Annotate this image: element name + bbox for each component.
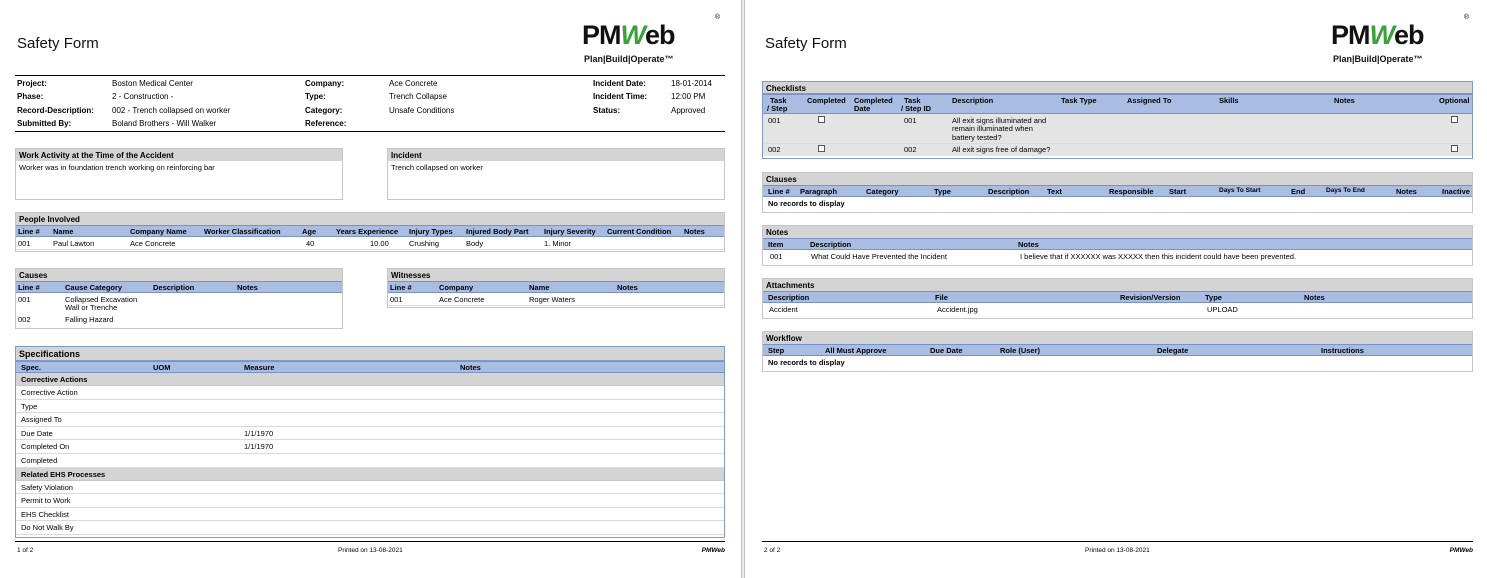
- empty-message: No records to display: [768, 358, 845, 367]
- incident-text: Trench collapsed on worker: [391, 163, 483, 172]
- section-title: Specifications: [16, 347, 724, 361]
- section-title: Clauses: [763, 173, 1472, 185]
- table-row: 002 002 All exit signs free of damage?: [763, 144, 1472, 156]
- completed-checkbox[interactable]: [818, 116, 825, 123]
- page-number: 1 of 2: [17, 547, 34, 554]
- footer-brand: PMWeb: [1449, 547, 1473, 554]
- section-title: Witnesses: [388, 269, 724, 281]
- spec-row: Type: [16, 400, 724, 414]
- spec-row: Due Date 1/1/1970: [16, 427, 724, 441]
- phase-value: 2 - Construction -: [112, 92, 174, 101]
- section-title: Workflow: [763, 332, 1472, 344]
- table-row: 002 Falling Hazard: [18, 315, 114, 324]
- printed-date: Printed on 13-08-2021: [338, 547, 403, 554]
- attachments-section: [762, 278, 1473, 319]
- status-value: Approved: [671, 106, 706, 115]
- specifications-section: [15, 346, 725, 538]
- section-title: People Involved: [16, 213, 724, 225]
- project-value: Boston Medical Center: [112, 79, 193, 88]
- spec-row: Permit to Work: [16, 494, 724, 508]
- notes-column-header: Item Description Notes: [763, 238, 1472, 250]
- witnesses-column-header: Line # Company Name Notes: [388, 281, 724, 293]
- completed-checkbox[interactable]: [818, 145, 825, 152]
- category-value: Unsafe Conditions: [389, 106, 455, 115]
- witnesses-section: [387, 268, 725, 308]
- attachment-file-link[interactable]: Accident.jpg: [937, 305, 978, 314]
- work-activity-text: Worker was in foundation trench working on reinforcing bar: [19, 163, 215, 172]
- incident-date-value: 18-01-2014: [671, 79, 712, 88]
- section-title: Work Activity at the Time of the Accident: [16, 149, 342, 161]
- table-row: Accident Accident.jpg UPLOAD: [769, 305, 1238, 314]
- table-row: 001 Paul Lawton Ace Concrete 40 10.00 Crushing Body 1. Minor: [16, 237, 724, 250]
- table-row: 001 Ace Concrete Roger Waters: [388, 293, 724, 306]
- submitted-value: Boland Brothers - Will Walker: [112, 119, 217, 128]
- page-footer: [762, 541, 1473, 555]
- related-ehs-header: Related EHS Processes: [16, 468, 724, 481]
- page-number: 2 of 2: [764, 547, 781, 554]
- spec-row: Completed: [16, 454, 724, 468]
- spec-row: Completed On 1/1/1970: [16, 440, 724, 454]
- table-row: 001 What Could Have Prevented the Incident I believe that if XXXXXX was XXXXX then this incident could have been prevented.: [770, 252, 1297, 261]
- spec-row: Do Not Walk By: [16, 521, 724, 535]
- pmweb-logo: PMWeb ® Plan|Build|Operate™: [1331, 14, 1469, 64]
- spec-row: Safety Violation: [16, 481, 724, 495]
- work-activity-section: [15, 148, 343, 200]
- report-page-2: [744, 0, 1487, 578]
- section-title: Checklists: [763, 82, 1472, 94]
- pmweb-logo: PMWeb ® Plan|Build|Operate™: [582, 14, 720, 64]
- footer-brand: PMWeb: [701, 547, 725, 554]
- section-title: Incident: [388, 149, 724, 161]
- incident-section: [387, 148, 725, 200]
- section-title: Causes: [16, 269, 342, 281]
- workflow-column-header: Step All Must Approve Due Date Role (User) Delegate Instructions: [763, 344, 1472, 356]
- company-value: Ace Concrete: [389, 79, 438, 88]
- workflow-section: [762, 331, 1473, 372]
- page-title: Safety Form: [765, 35, 847, 52]
- clauses-column-header: Line # Paragraph Category Type Description Text Responsible Start Days To Start End Days To End Notes Inactive: [763, 185, 1472, 197]
- specifications-column-header: Spec. UOM Measure Notes: [16, 361, 724, 373]
- causes-section: [15, 268, 343, 329]
- causes-column-header: Line # Cause Category Description Notes: [16, 281, 342, 293]
- clauses-section: [762, 172, 1473, 213]
- checklists-section: [762, 81, 1473, 159]
- record-value: 002 - Trench collapsed on worker: [112, 106, 231, 115]
- page-footer: [15, 541, 725, 555]
- people-involved-section: [15, 212, 725, 252]
- type-value: Trench Collapse: [389, 92, 447, 101]
- optional-checkbox[interactable]: [1451, 116, 1458, 123]
- corrective-actions-header: Corrective Actions: [16, 373, 724, 386]
- report-page-1: [0, 0, 742, 578]
- spec-row: EHS Checklist: [16, 508, 724, 522]
- section-title: Attachments: [763, 279, 1472, 291]
- empty-message: No records to display: [768, 199, 845, 208]
- incident-time-value: 12:00 PM: [671, 92, 706, 101]
- spec-row: Corrective Action: [16, 386, 724, 400]
- notes-section: [762, 225, 1473, 266]
- people-column-header: Line # Name Company Name Worker Classification Age Years Experience Injury Types Injured Body Part Injury Severity Current Condition Notes: [16, 225, 724, 237]
- printed-date: Printed on 13-08-2021: [1085, 547, 1150, 554]
- table-row: 001 001 All exit signs illuminated and remain illuminated when battery tested?: [763, 114, 1472, 144]
- record-header: Project: Boston Medical Center Phase: 2 - Construction - Record-Description: 002 - Trench collapsed on worker Submitted By: Boland Brothers - Will Walker Company: Ace Concrete Type: Trench Collapse Category: Unsafe Conditions Reference: Incident Date: 18-01-2014 Incident Time: 12:00 PM Status: Approved: [15, 75, 725, 132]
- page-title: Safety Form: [17, 35, 99, 52]
- checklists-column-header: Task / Step Completed Completed Date Task / Step ID Description Task Type Assigned To Skills Notes Optional: [763, 94, 1472, 114]
- attachments-column-header: Description File Revision/Version Type Notes: [763, 291, 1472, 303]
- spec-row: Assigned To: [16, 413, 724, 427]
- table-row: 001 Collapsed Excavation Wall or Trenche: [18, 295, 138, 312]
- optional-checkbox[interactable]: [1451, 145, 1458, 152]
- section-title: Notes: [763, 226, 1472, 238]
